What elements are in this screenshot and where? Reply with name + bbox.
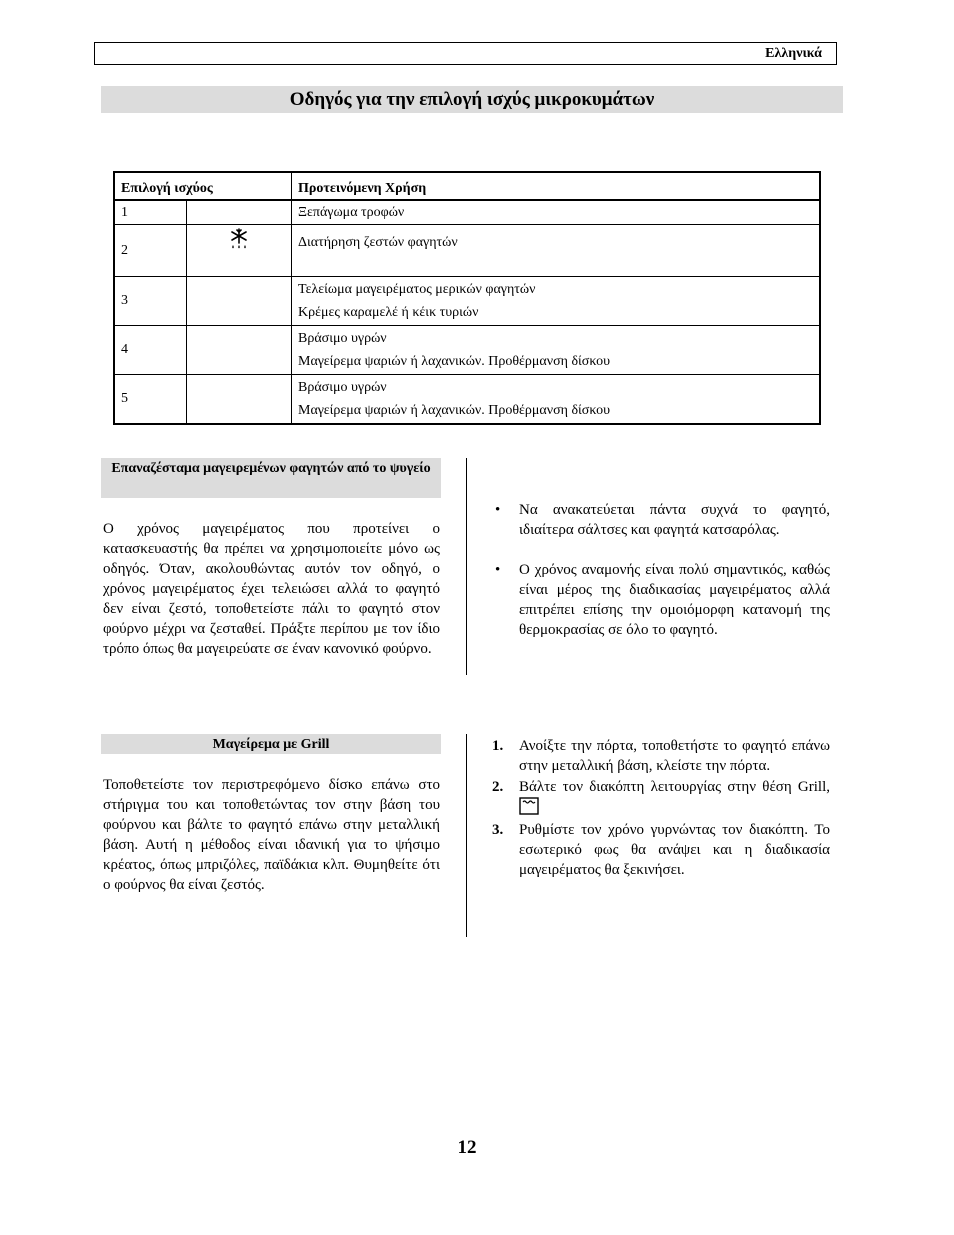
step-number: 1. (492, 738, 504, 754)
icon-cell (187, 277, 292, 326)
icon-cell (187, 200, 292, 225)
list-item (492, 560, 830, 640)
table-row (114, 277, 820, 326)
step-number: 3. (492, 822, 504, 838)
list-item (492, 500, 830, 540)
bullet-icon: • (495, 502, 501, 518)
icon-cell (187, 225, 292, 277)
reheat-heading: Επαναζέσταμα μαγειρεμένων φαγητών από το ψυγείο (101, 458, 441, 498)
suggested-use (292, 375, 821, 425)
use-line: Βράσιμο υγρών (298, 331, 387, 346)
column-divider (466, 458, 467, 675)
power-level: 2 (114, 225, 187, 277)
grill-icon (519, 797, 539, 815)
col-use-header: Προτεινόμενη Χρήση (292, 172, 821, 200)
step-text: Ανοίξτε την πόρτα, τοποθετήστε το φαγητό επάνω στην μεταλλική βάση, κλείστε την πόρτα. (519, 738, 830, 774)
power-level: 5 (114, 375, 187, 425)
power-level: 1 (114, 200, 187, 225)
table-row (114, 326, 820, 375)
bullet-text: Ο χρόνος αναμονής είναι πολύ σημαντικός, καθώς είναι μέρος της διαδικασίας μαγειρέματος αλλά επιτρέπει επίσης την ομοιόμορφη κατανομή της θερμοκρασίας σε όλο το φαγητό. (519, 562, 830, 638)
column-divider (466, 734, 467, 937)
step-text: Βάλτε τον διακόπτη λειτουργίας στην θέση Grill, (519, 779, 830, 795)
page-title: Οδηγός για την επιλογή ισχύς μικροκυμάτων (101, 86, 843, 113)
bullet-text: Να ανακατεύεται πάντα συχνά το φαγητό, ιδιαίτερα σάλτσες και φαγητά κατσαρόλας. (519, 502, 830, 538)
list-item (492, 777, 830, 819)
use-line: Μαγείρεμα ψαριών ή λαχανικών. Προθέρμανση δίσκου (298, 354, 611, 369)
use-line: Διατήρηση ζεστών φαγητών (298, 235, 458, 250)
power-level-table (113, 171, 821, 425)
power-level: 3 (114, 277, 187, 326)
list-item (492, 820, 830, 880)
power-level: 4 (114, 326, 187, 375)
use-line: Ξεπάγωμα τροφών (298, 205, 405, 220)
reheat-body: Ο χρόνος μαγειρέματος που προτείνει ο κατασκευαστής θα πρέπει να χρησιμοποιείτε μόνο ως οδηγός. Όταν, ακολουθώντας αυτόν τον οδηγό, ο χρόνος μαγειρέματος έχει τελειώσει αλλά το φαγητό δεν είναι ζεστό, τοποθετείστε πάλι το φαγητό στον φούρνο μέχρι να ζεσταθεί. Πράξτε περίπου με τον ίδιο τρόπο όπως θα μαγειρεύατε σε έναν κανονικό φούρνο. (103, 521, 440, 657)
icon-cell (187, 375, 292, 425)
use-line: Βράσιμο υγρών (298, 380, 387, 395)
col-power-header: Επιλογή ισχύος (114, 172, 292, 200)
defrost-snowflake-icon (226, 227, 252, 253)
step-text: Ρυθμίστε τον χρόνο γυρνώντας τον διακόπτη. Το εσωτερικό φως θα ανάψει και η διαδικασία μαγειρέματος θα ξεκινήσει. (519, 822, 830, 878)
icon-cell (187, 326, 292, 375)
grill-body: Τοποθετείστε τον περιστρεφόμενο δίσκο επάνω στο στήριγμα του και τοποθετώντας τον στην βάση του φούρνου και βάλτε το φαγητό επάνω στην μεταλλική βάση. Αυτή η μέθοδος είναι ιδανική για το ψήσιμο κρέατος, όπως μπριζόλες, παϊδάκια κλπ. Θυμηθείτε ότι ο φούρνος θα είναι ζεστός. (103, 777, 440, 893)
use-line: Κρέμες καραμελέ ή κέικ τυριών (298, 305, 479, 320)
reheat-bullet-list (492, 500, 830, 640)
step-number: 2. (492, 779, 504, 795)
bullet-icon: • (495, 562, 501, 578)
suggested-use (292, 225, 821, 277)
suggested-use (292, 277, 821, 326)
table-row (114, 375, 820, 425)
suggested-use (292, 200, 821, 225)
use-line: Μαγείρεμα ψαριών ή λαχανικών. Προθέρμανση δίσκου (298, 403, 611, 418)
table-header-row (114, 172, 820, 200)
grill-heading: Μαγείρεμα με Grill (101, 734, 441, 754)
use-line: Τελείωμα μαγειρέματος μερικών φαγητών (298, 282, 536, 297)
language-label: Ελληνικά (765, 46, 822, 61)
table-row (114, 200, 820, 225)
page-number: 12 (457, 1137, 477, 1158)
table-row (114, 225, 820, 277)
list-item (492, 736, 830, 776)
suggested-use (292, 326, 821, 375)
grill-steps-list (492, 736, 830, 880)
language-header-box (94, 42, 837, 65)
